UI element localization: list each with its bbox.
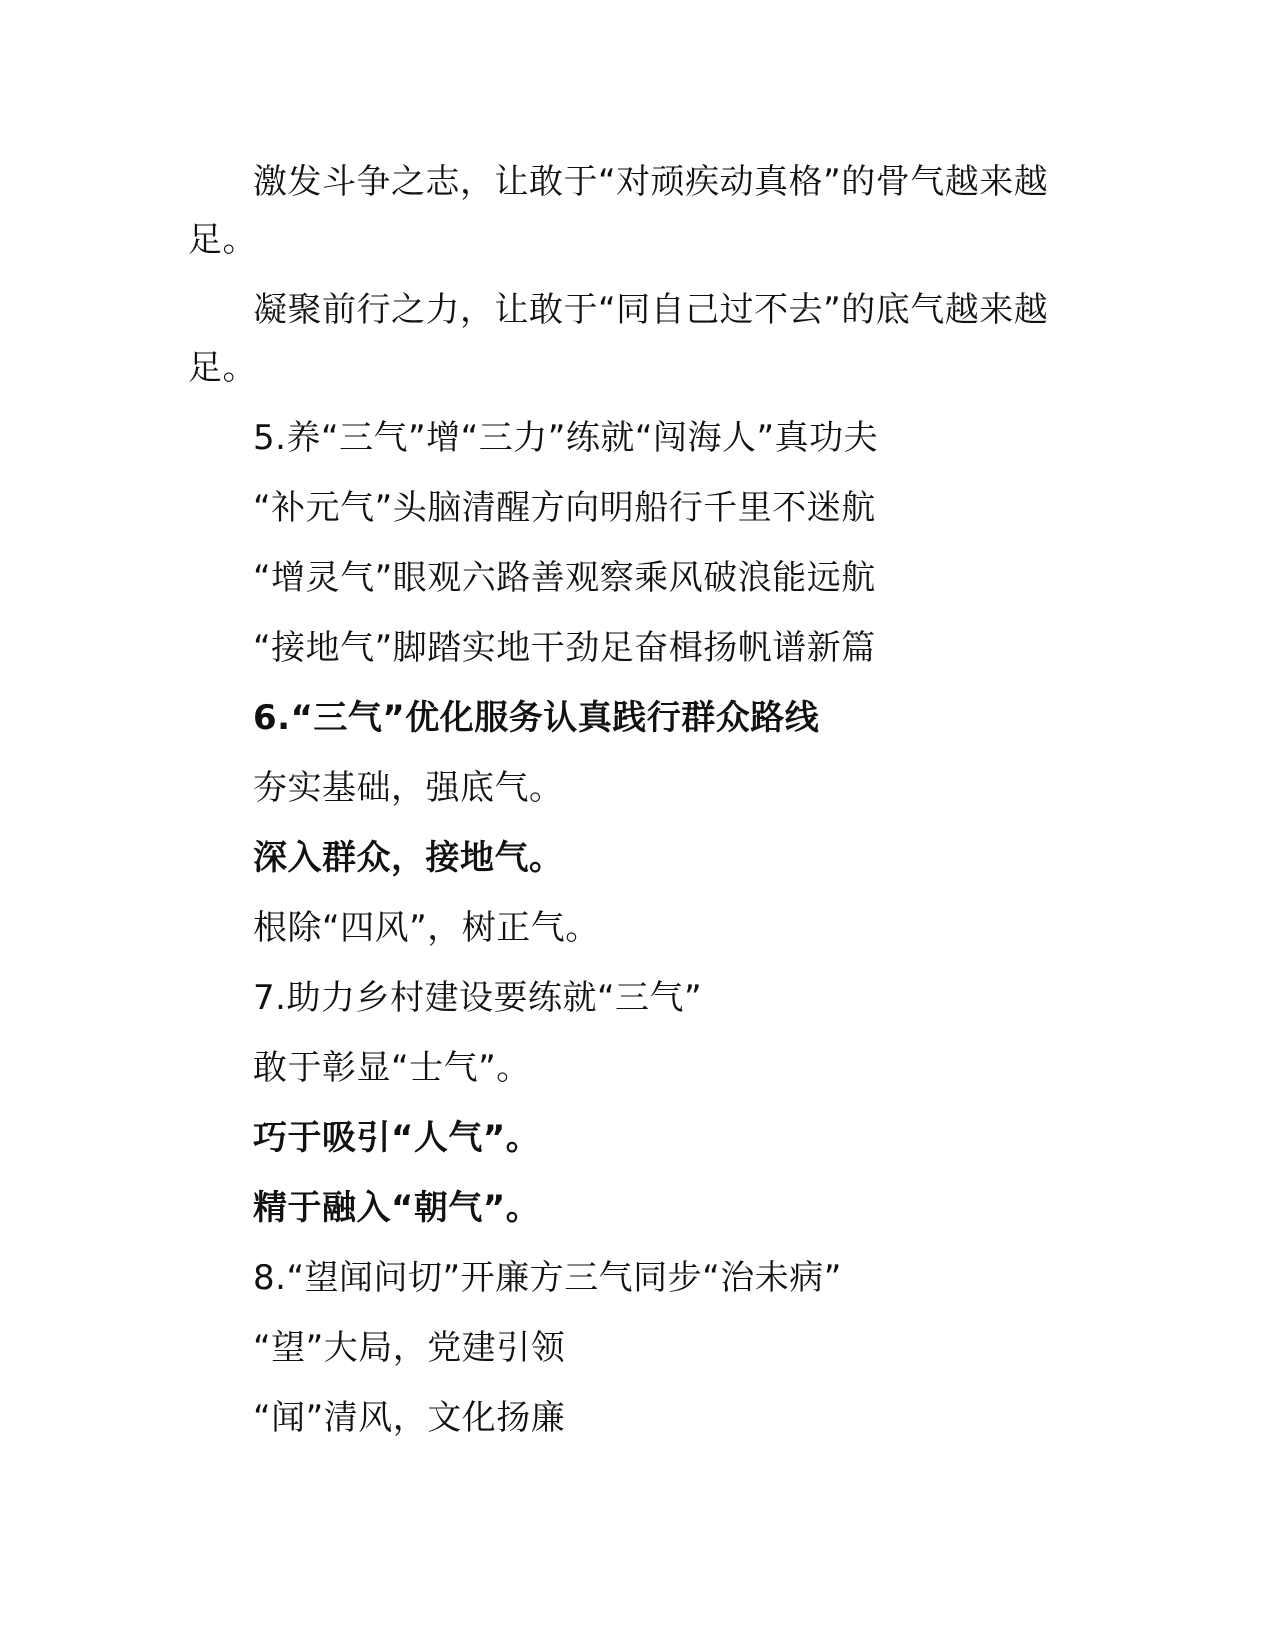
heading-8: 8.“望闻问切”开廉方三气同步“治未病” (253, 1258, 842, 1298)
line-zhaoqi: 精于融入“朝气”。 (253, 1188, 541, 1228)
heading-7: 7.助力乡村建设要练就“三气” (253, 978, 703, 1018)
heading-6: 6.“三气”优化服务认真践行群众路线 (253, 698, 820, 738)
line-lingqi: “增灵气”眼观六路善观察乘风破浪能远航 (253, 558, 876, 598)
line-shiqi: 敢于彰显“士气”。 (253, 1048, 531, 1088)
line-wang: “望”大局，党建引领 (253, 1328, 566, 1368)
line-wen: “闻”清风，文化扬廉 (253, 1398, 566, 1438)
heading-5: 5.养“三气”增“三力”练就“闯海人”真功夫 (253, 418, 879, 458)
paragraph-struggle: 激发斗争之志，让敢于“对顽疾动真格”的骨气越来越足。 (188, 162, 1049, 260)
line-diqi: “接地气”脚踏实地干劲足奋楫扬帆谱新篇 (253, 628, 876, 668)
paragraph-strength: 凝聚前行之力，让敢于“同自己过不去”的底气越来越足。 (188, 290, 1049, 388)
line-masses: 深入群众，接地气。 (253, 838, 564, 878)
line-foundation: 夯实基础，强底气。 (253, 768, 564, 808)
line-renqi: 巧于吸引“人气”。 (253, 1118, 541, 1158)
document-body (188, 153, 1086, 1459)
line-yuanqi: “补元气”头脑清醒方向明船行千里不迷航 (253, 488, 876, 528)
line-four-winds: 根除“四风”，树正气。 (253, 908, 600, 948)
